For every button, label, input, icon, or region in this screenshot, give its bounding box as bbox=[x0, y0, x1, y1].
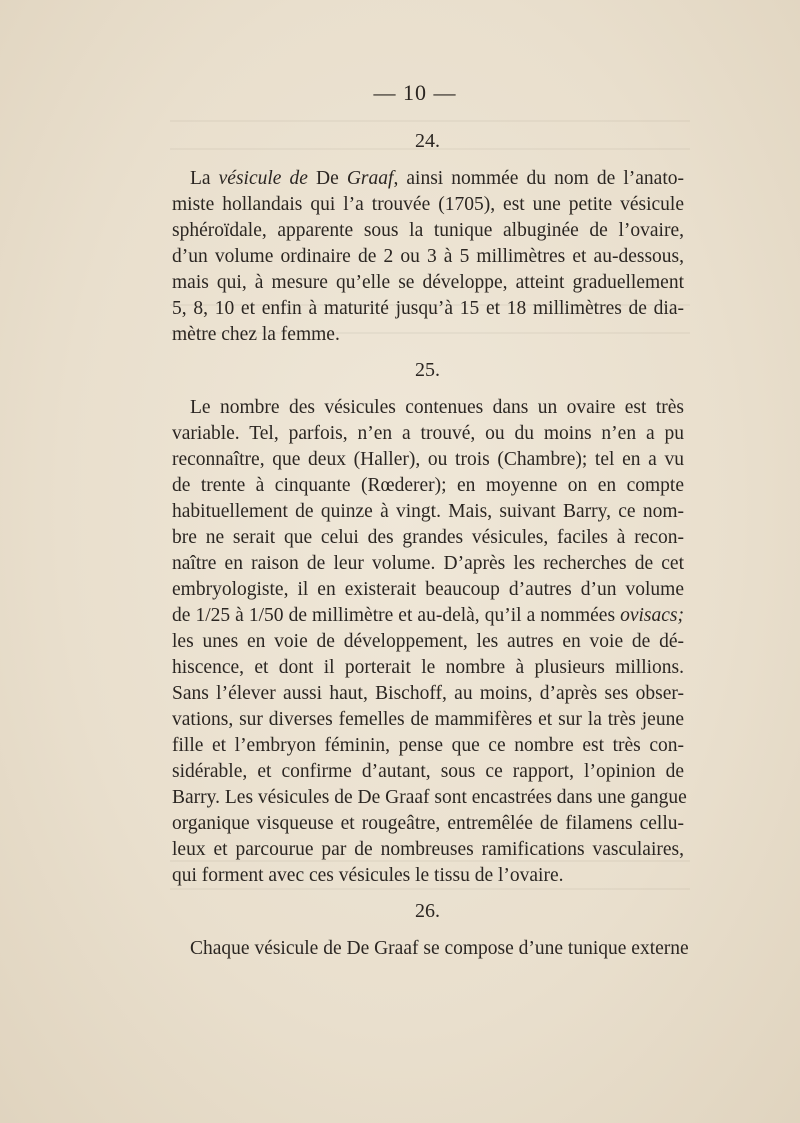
text-line bbox=[172, 447, 684, 473]
text-line bbox=[172, 811, 684, 837]
text-run: mais qui, à mesure qu’elle se développe, atteint graduellement bbox=[172, 272, 684, 293]
text-run: sidérable, et confirme d’autant, sous ce rapport, l’opinion de bbox=[172, 761, 684, 782]
text-run: fille et l’embryon féminin, pense que ce nombre est très con- bbox=[172, 735, 684, 756]
text-run: mètre chez la femme. bbox=[172, 324, 340, 345]
text-run: Barry. Les vésicules de De Graaf sont encastrées dans une gangue bbox=[172, 787, 687, 808]
text-line bbox=[172, 655, 684, 681]
section-number-25: 25. bbox=[415, 359, 440, 381]
text-line bbox=[172, 551, 684, 577]
section-number-26: 26. bbox=[415, 900, 440, 922]
text-line bbox=[172, 837, 684, 863]
italic-text: ovisacs; bbox=[620, 605, 684, 626]
text-run: Sans l’élever aussi haut, Bischoff, au moins, d’après ses obser- bbox=[172, 683, 684, 704]
text-line bbox=[172, 863, 684, 889]
text-line bbox=[172, 577, 684, 603]
text-run: de trente à cinquante (Rœderer); en moyenne on en compte bbox=[172, 475, 684, 496]
text-run: , ainsi nommée du nom de l’anato- bbox=[393, 168, 684, 189]
text-line bbox=[172, 525, 684, 551]
text-run: les unes en voie de développement, les autres en voie de dé- bbox=[172, 631, 684, 652]
text-run: sphéroïdale, apparente sous la tunique albuginée de l’ovaire, bbox=[172, 220, 684, 241]
text-run: qui forment avec ces vésicules le tissu de l’ovaire. bbox=[172, 865, 564, 886]
text-line bbox=[172, 270, 684, 296]
text-line bbox=[172, 218, 684, 244]
text-line bbox=[172, 192, 684, 218]
text-line bbox=[172, 296, 684, 322]
text-run: Le nombre des vésicules contenues dans un ovaire est très bbox=[190, 397, 684, 418]
text-line bbox=[172, 244, 684, 270]
page-number: — 10 — bbox=[373, 80, 457, 105]
text-line bbox=[172, 733, 684, 759]
text-line bbox=[172, 603, 684, 629]
text-line bbox=[172, 936, 689, 962]
text-run: d’un volume ordinaire de 2 ou 3 à 5 millimètres et au-dessous, bbox=[172, 246, 684, 267]
text-run: Chaque vésicule de De Graaf se compose d’une tunique externe bbox=[190, 938, 689, 959]
text-run: 5, 8, 10 et enfin à maturité jusqu’à 15 et 18 millimètres de dia- bbox=[172, 298, 684, 319]
text-line bbox=[172, 759, 684, 785]
text-run: de 1/25 à 1/50 de millimètre et au-delà, qu’il a nommées bbox=[172, 605, 621, 626]
text-run: leux et parcourue par de nombreuses ramifications vasculaires, bbox=[172, 839, 684, 860]
text-run: variable. Tel, parfois, n’en a trouvé, ou du moins n’en a pu bbox=[172, 423, 684, 444]
text-line bbox=[172, 629, 684, 655]
text-run: vations, sur diverses femelles de mammifères et sur la très jeune bbox=[172, 709, 684, 730]
text-run: hiscence, et dont il porterait le nombre à plusieurs millions. bbox=[172, 657, 684, 678]
section-number-24: 24. bbox=[415, 130, 440, 152]
paragraph-26 bbox=[172, 936, 689, 962]
text-line bbox=[172, 681, 684, 707]
text-line bbox=[172, 395, 684, 421]
text-run: habituellement de quinze à vingt. Mais, suivant Barry, ce nom- bbox=[172, 501, 684, 522]
text-line bbox=[172, 421, 684, 447]
italic-text: vésicule de bbox=[218, 168, 308, 189]
text-run: bre ne serait que celui des grandes vésicules, faciles à recon- bbox=[172, 527, 684, 548]
text-run: reconnaître, que deux (Haller), ou trois (Chambre); tel en a vu bbox=[172, 449, 684, 470]
paragraph-24 bbox=[172, 166, 684, 348]
text-line bbox=[172, 707, 684, 733]
text-line bbox=[172, 473, 684, 499]
text-run: La bbox=[190, 168, 219, 189]
text-line bbox=[172, 785, 687, 811]
text-run: naître en raison de leur volume. D’après les recherches de cet bbox=[172, 553, 684, 574]
text-run: embryologiste, il en existerait beaucoup d’autres d’un volume bbox=[172, 579, 684, 600]
paragraph-25 bbox=[172, 395, 687, 889]
text-line bbox=[172, 166, 684, 192]
text-run: organique visqueuse et rougeâtre, entremêlée de filamens cellu- bbox=[172, 813, 684, 834]
text-line bbox=[172, 322, 684, 348]
italic-text: Graaf bbox=[346, 168, 394, 189]
text-line bbox=[172, 499, 684, 525]
text-run: miste hollandais qui l’a trouvée (1705), est une petite vésicule bbox=[172, 194, 684, 215]
text-run: De bbox=[307, 168, 347, 189]
